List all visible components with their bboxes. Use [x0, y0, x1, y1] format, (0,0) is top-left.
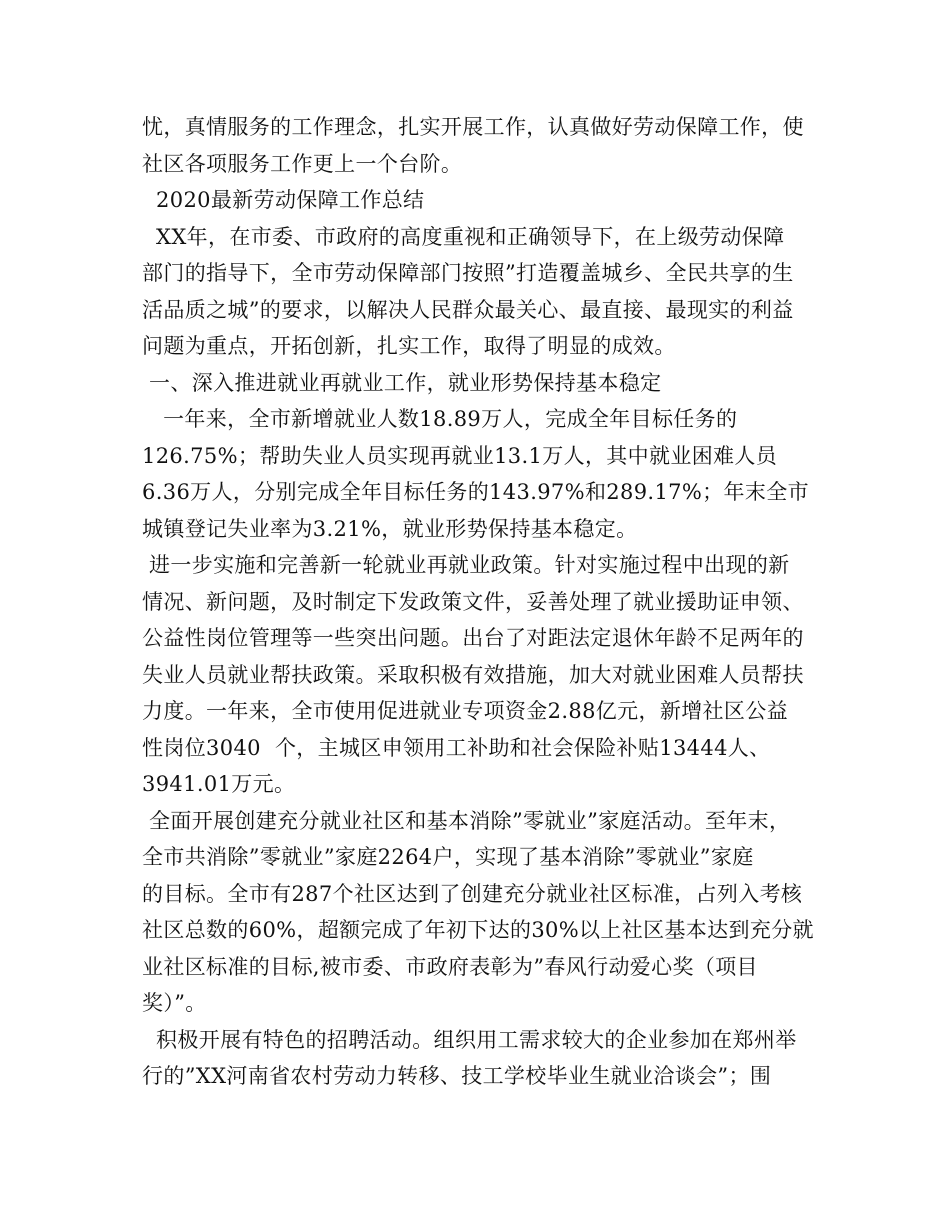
text-line: 126.75%；帮助失业人员实现再就业13.1万人，其中就业困难人员 [142, 443, 778, 468]
text-line: 活品质之城”的要求，以解决人民群众最关心、最直接、最现实的利益 [142, 297, 794, 322]
text-line: 力度。一年来，全市使用促进就业专项资金2.88亿元，新增社区公益 [142, 699, 788, 723]
text-line: 奖）”。 [142, 991, 207, 1015]
text-line: 公益性岗位管理等一些突出问题。出台了对距法定退休年龄不足两年的 [142, 626, 804, 650]
text-line: 全市共消除”零就业”家庭2264户，实现了基本消除”零就业”家庭 [142, 845, 754, 869]
text-line: 的目标。全市有287个社区达到了创建充分就业社区标准，占列入考核 [142, 881, 803, 906]
text-line: 情况、新问题，及时制定下发政策文件，妥善处理了就业援助证申领、 [142, 589, 804, 614]
text-line: 进一步实施和完善新一轮就业再就业政策。针对实施过程中出现的新 [142, 553, 790, 577]
text-line: 失业人员就业帮扶政策。采取积极有效措施，加大对就业困难人员帮扶 [142, 662, 804, 687]
text-line: 部门的指导下，全市劳动保障部门按照”打造覆盖城乡、全民共享的生 [142, 261, 794, 285]
text-line: 全面开展创建充分就业社区和基本消除”零就业”家庭活动。至年末， [142, 808, 791, 833]
text-line: 一年来，全市新增就业人数18.89万人，完成全年目标任务的 [142, 407, 738, 431]
text-line: XX年，在市委、市政府的高度重视和正确领导下，在上级劳动保障 [142, 224, 785, 249]
section-title: 2020最新劳动保障工作总结 [142, 188, 425, 212]
text-line: 6.36万人，分别完成全年目标任务的143.97%和289.17%；年末全市 [142, 480, 809, 504]
text-line: 性岗位3040 个，主城区申领用工补助和社会保险补贴13444人、 [142, 735, 771, 760]
text-line: 行的”XX河南省农村劳动力转移、技工学校毕业生就业洽谈会”；围 [142, 1064, 772, 1088]
text-line: 忧，真情服务的工作理念，扎实开展工作，认真做好劳动保障工作，使 [142, 115, 804, 139]
section-heading: 一、深入推进就业再就业工作，就业形势保持基本稳定 [142, 370, 662, 395]
text-line: 城镇登记失业率为3.21%，就业形势保持基本稳定。 [142, 516, 638, 541]
text-line: 社区各项服务工作更上一个台阶。 [142, 151, 463, 176]
text-line: 社区总数的60%，超额完成了年初下达的30%以上社区基本达到充分就 [142, 918, 814, 942]
text-line: 积极开展有特色的招聘活动。组织用工需求较大的企业参加在郑州举 [142, 1027, 797, 1052]
text-line: 问题为重点，开拓创新，扎实工作，取得了明显的成效。 [142, 334, 676, 358]
document-body [142, 109, 812, 1095]
text-line: 业社区标准的目标,被市委、市政府表彰为”春风行动爱心奖（项目 [142, 954, 758, 979]
text-line: 3941.01万元。 [142, 772, 296, 796]
